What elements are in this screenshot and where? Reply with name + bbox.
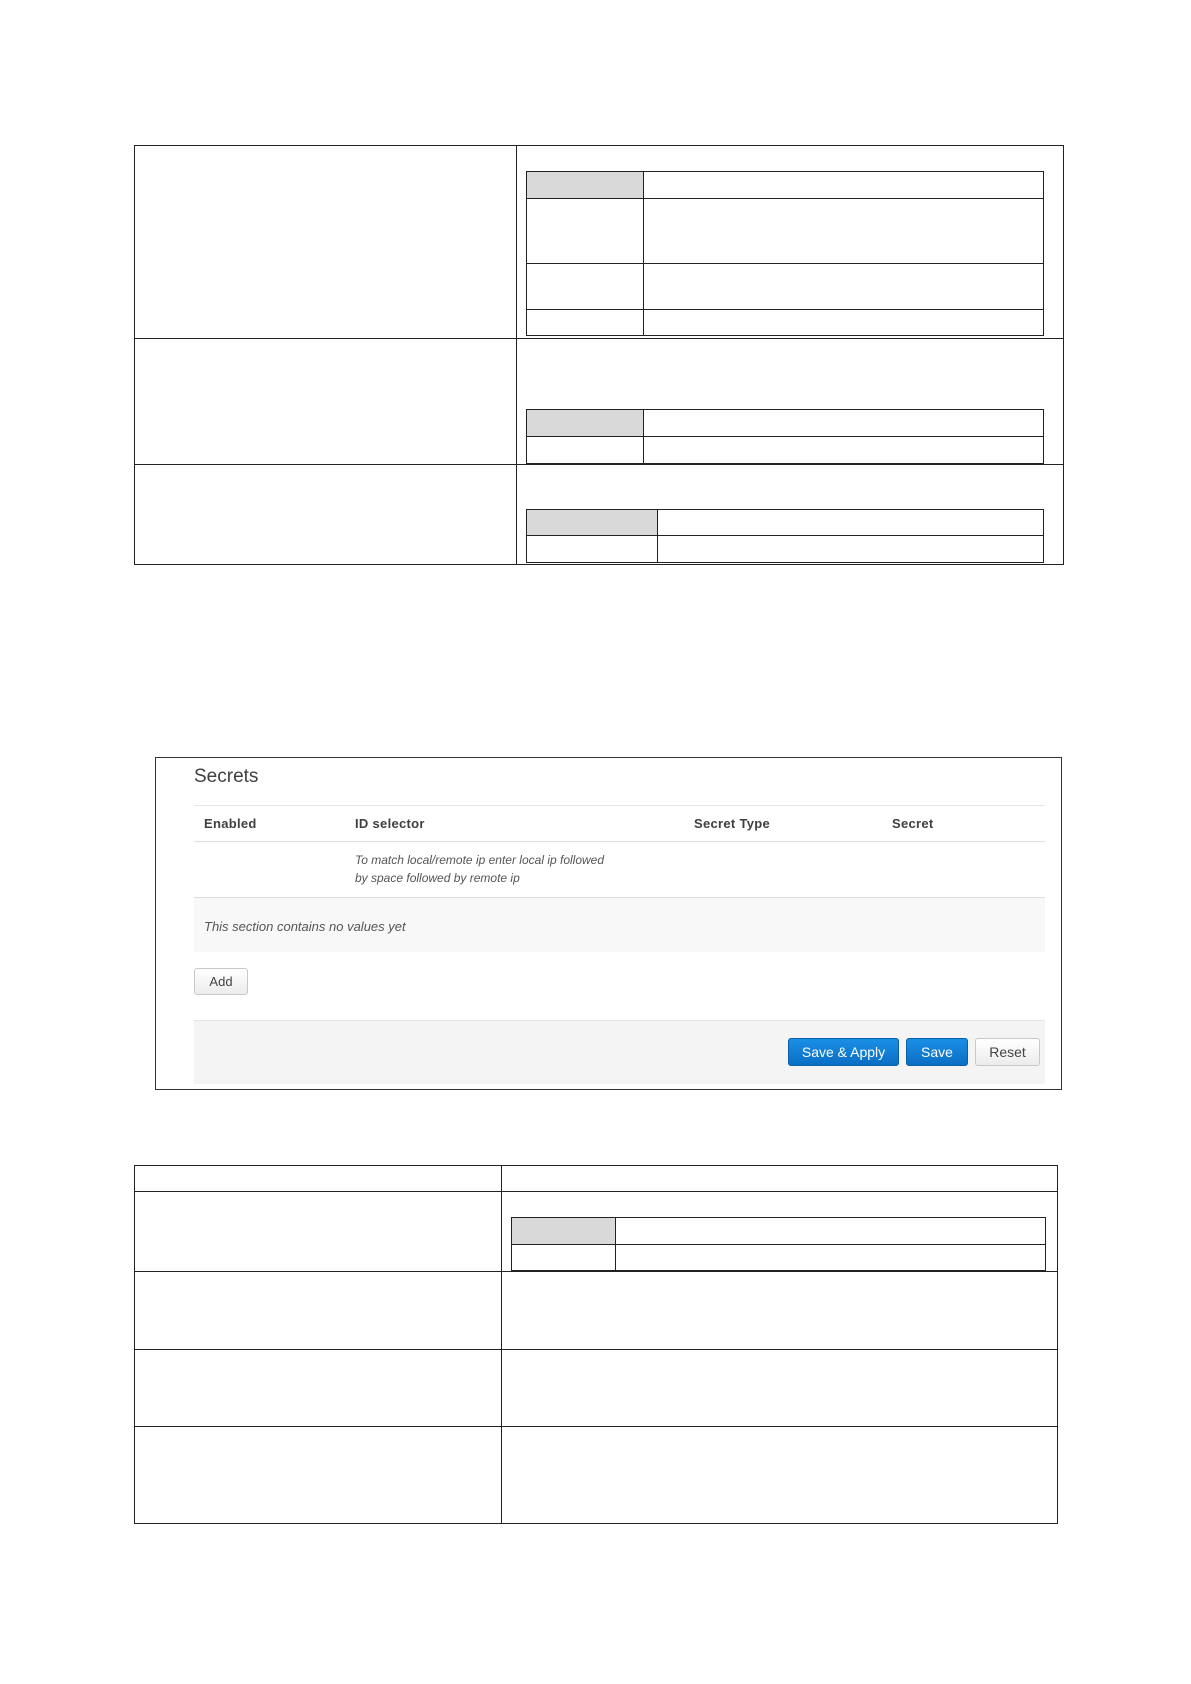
inner-cell (527, 437, 644, 464)
bottom-table-cell-label-4 (135, 1427, 502, 1524)
column-header-secret: Secret (892, 816, 934, 831)
inner-header-cell (527, 172, 644, 199)
inner-cell (644, 264, 1044, 310)
top-table-cell-value-3 (517, 465, 1064, 565)
inner-cell (644, 310, 1044, 336)
bottom-table-cell-label-3 (135, 1350, 502, 1427)
inner-header-cell (644, 410, 1044, 437)
column-header-secret-type: Secret Type (694, 816, 771, 831)
top-table-row-2 (135, 339, 1064, 465)
top-inner-table-1 (526, 171, 1044, 336)
bottom-table-row-3 (135, 1350, 1058, 1427)
id-selector-hint (355, 851, 675, 887)
top-table-cell-label-2 (135, 339, 517, 465)
top-table-row-1 (135, 146, 1064, 339)
bottom-table-cell-value-2 (502, 1272, 1058, 1350)
bottom-table-header-row (135, 1166, 1058, 1192)
inner-cell (527, 264, 644, 310)
id-selector-hint-row (194, 842, 1045, 898)
inner-cell (658, 536, 1044, 563)
bottom-table-row-4 (135, 1427, 1058, 1524)
top-table-cell-value-1 (517, 146, 1064, 339)
bottom-table-row-2 (135, 1272, 1058, 1350)
secrets-table-header (194, 805, 1045, 842)
inner-header-cell (527, 510, 658, 536)
top-table-cell-label-3 (135, 465, 517, 565)
bottom-table-header-cell-2 (502, 1166, 1058, 1192)
empty-section-row (194, 898, 1045, 952)
top-table-cell-label-1 (135, 146, 517, 339)
column-header-enabled: Enabled (204, 816, 257, 831)
top-inner-table-3 (526, 509, 1044, 563)
inner-header-cell (644, 172, 1044, 199)
top-table-row-3 (135, 465, 1064, 565)
inner-header-cell (658, 510, 1044, 536)
top-table (134, 145, 1064, 565)
bottom-table-cell-label-2 (135, 1272, 502, 1350)
bottom-table-cell-value-4 (502, 1427, 1058, 1524)
inner-cell (644, 437, 1044, 464)
column-header-id-selector: ID selector (355, 816, 425, 831)
inner-header-cell (616, 1218, 1046, 1245)
inner-cell (616, 1245, 1046, 1271)
empty-section-message: This section contains no values yet (204, 919, 406, 934)
bottom-table-cell-value-3 (502, 1350, 1058, 1427)
bottom-table-row-1 (135, 1192, 1058, 1272)
bottom-inner-table (511, 1217, 1046, 1271)
inner-cell (527, 199, 644, 264)
secrets-panel (155, 757, 1062, 1090)
save-button[interactable]: Save (906, 1038, 968, 1066)
reset-button[interactable]: Reset (975, 1038, 1040, 1066)
hint-line-1: To match local/remote ip enter local ip followed (355, 853, 605, 867)
action-bar (194, 1020, 1045, 1084)
add-button[interactable]: Add (194, 968, 248, 995)
bottom-table-cell-value-1 (502, 1192, 1058, 1272)
secrets-title: Secrets (194, 766, 259, 787)
top-inner-table-2 (526, 409, 1044, 464)
inner-cell (644, 199, 1044, 264)
top-table-cell-value-2 (517, 339, 1064, 465)
inner-header-cell (527, 410, 644, 437)
save-apply-button[interactable]: Save & Apply (788, 1038, 899, 1066)
bottom-table-cell-label-1 (135, 1192, 502, 1272)
hint-line-2: by space followed by remote ip (355, 871, 520, 885)
bottom-table (134, 1165, 1058, 1524)
bottom-table-header-cell-1 (135, 1166, 502, 1192)
inner-cell (512, 1245, 616, 1271)
inner-cell (527, 536, 658, 563)
inner-cell (527, 310, 644, 336)
inner-header-cell (512, 1218, 616, 1245)
